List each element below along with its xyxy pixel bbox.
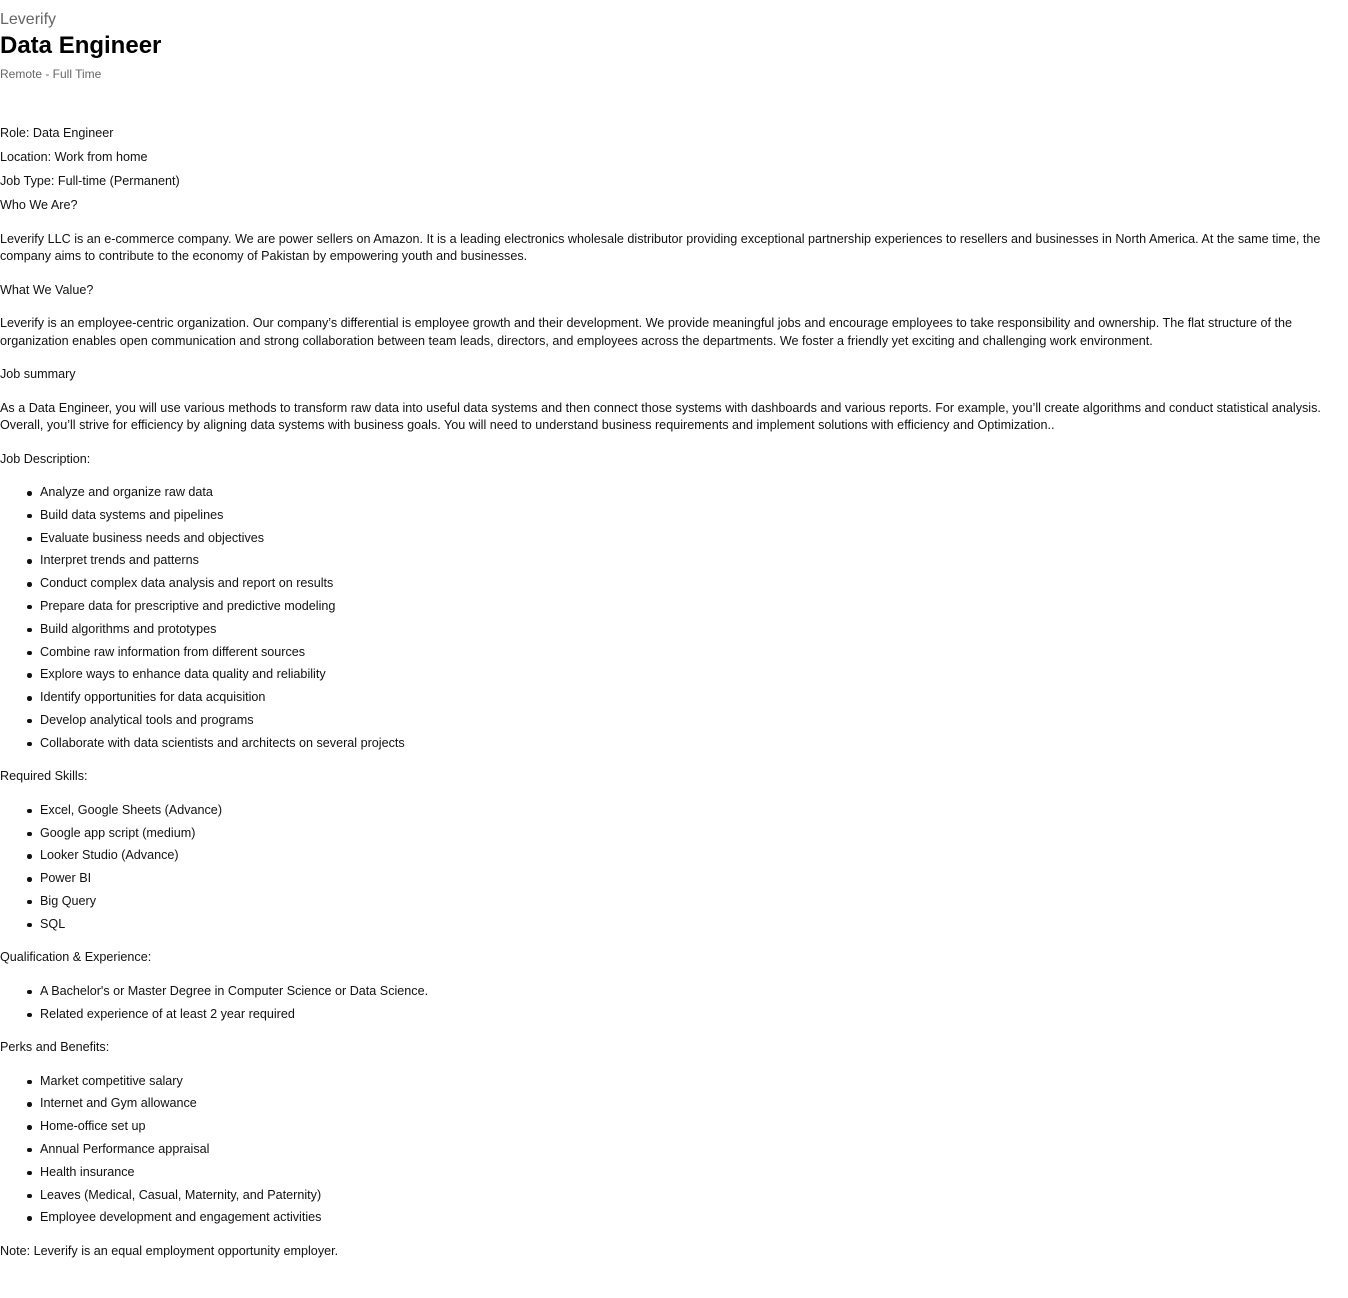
job-summary-heading: Job summary: [0, 367, 76, 381]
bullet-dot-icon: [27, 1194, 32, 1199]
list-item: [40, 802, 1340, 820]
list-item: [40, 530, 1340, 548]
list-item-text: Internet and Gym allowance: [40, 1096, 197, 1111]
list-item-text: Identify opportunities for data acquisition: [40, 690, 266, 705]
list-item-text: Develop analytical tools and programs: [40, 712, 254, 727]
job-description-body: [0, 125, 1340, 1260]
list-item: [40, 735, 1340, 753]
bullet-dot-icon: [27, 559, 32, 564]
bullet-dot-icon: [27, 1148, 32, 1153]
list-item-text: Employee development and engagement activities: [40, 1210, 322, 1225]
role-line: Role: Data Engineer: [0, 126, 114, 140]
list-item: [40, 598, 1340, 616]
list-item-text: A Bachelor's or Master Degree in Computer Science or Data Science.: [40, 983, 429, 998]
list-item-text: Market competitive salary: [40, 1073, 183, 1088]
list-item-text: Explore ways to enhance data quality and reliability: [40, 667, 326, 682]
job-type-line: Job Type: Full-time (Permanent): [0, 174, 180, 188]
list-item: [40, 712, 1340, 730]
bullet-dot-icon: [27, 1102, 32, 1107]
list-item: [40, 916, 1340, 934]
bullet-dot-icon: [27, 832, 32, 837]
list-item-text: Excel, Google Sheets (Advance): [40, 802, 223, 817]
list-item: [40, 1095, 1340, 1113]
bullet-dot-icon: [27, 1080, 32, 1085]
list-item-text: SQL: [40, 916, 66, 931]
job-description-list: [0, 484, 1340, 752]
list-item-text: Big Query: [40, 893, 96, 908]
bullet-dot-icon: [27, 809, 32, 814]
job-title: Data Engineer: [0, 32, 162, 59]
list-item: [40, 1073, 1340, 1091]
list-item: [40, 507, 1340, 525]
list-item-text: Google app script (medium): [40, 825, 196, 840]
bullet-dot-icon: [27, 877, 32, 882]
list-item: [40, 1118, 1340, 1136]
list-item-text: Collaborate with data scientists and architects on several projects: [40, 735, 405, 750]
list-item: [40, 1006, 1340, 1024]
required-skills-heading: Required Skills:: [0, 769, 88, 784]
job-summary-text: As a Data Engineer, you will use various methods to transform raw data into useful data systems and then connect those systems with dashboards and various reports. For example, you’ll create algorithms and conduct statistical analysis. Overall, you’ll strive for efficiency by aligning data systems with business goals. You will need to understand business requirements and implement solutions with efficiency and Optimization..: [0, 400, 1321, 432]
list-item-text: Power BI: [40, 871, 92, 886]
list-item-text: Evaluate business needs and objectives: [40, 530, 265, 545]
bullet-dot-icon: [27, 900, 32, 905]
list-item: [40, 847, 1340, 865]
bullet-dot-icon: [27, 923, 32, 928]
list-item: [40, 552, 1340, 570]
what-we-value-heading: What We Value?: [0, 282, 94, 297]
bullet-dot-icon: [27, 651, 32, 656]
list-item: [40, 621, 1340, 639]
list-item: [40, 870, 1340, 888]
bullet-dot-icon: [27, 719, 32, 724]
bullet-dot-icon: [27, 491, 32, 496]
bullet-dot-icon: [27, 628, 32, 633]
bullet-dot-icon: [27, 1125, 32, 1130]
list-item-text: Home-office set up: [40, 1119, 146, 1134]
perks-heading: Perks and Benefits:: [0, 1040, 110, 1055]
bullet-dot-icon: [27, 673, 32, 678]
list-item-text: Leaves (Medical, Casual, Maternity, and Paternity): [40, 1187, 322, 1202]
what-we-value-text: Leverify is an employee-centric organization. Our company’s differential is employee growth and their development. We provide meaningful jobs and encourage employees to take responsibility and ownership. The flat structure of the organization enables open communication and strong collaboration between team leads, directors, and employees across the departments. We foster a friendly yet exciting and challenging work environment.: [0, 316, 1293, 348]
bullet-dot-icon: [27, 990, 32, 995]
required-skills-list: [0, 802, 1340, 933]
qualification-list: [0, 983, 1340, 1023]
list-item-text: Combine raw information from different sources: [40, 644, 306, 659]
list-item-text: Prepare data for prescriptive and predictive modeling: [40, 598, 336, 613]
list-item-text: Health insurance: [40, 1164, 135, 1179]
company-name: Leverify: [0, 11, 57, 28]
bullet-dot-icon: [27, 854, 32, 859]
equal-opportunity-note: Note: Leverify is an equal employment opportunity employer.: [0, 1243, 339, 1258]
location-line: Location: Work from home: [0, 150, 148, 164]
list-item: [40, 666, 1340, 684]
list-item: [40, 1141, 1340, 1159]
list-item-text: Build data systems and pipelines: [40, 507, 224, 522]
list-item: [40, 575, 1340, 593]
list-item-text: Annual Performance appraisal: [40, 1141, 210, 1156]
bullet-dot-icon: [27, 1013, 32, 1018]
list-item: [40, 983, 1340, 1001]
list-item: [40, 644, 1340, 662]
job-description-heading: Job Description:: [0, 451, 91, 466]
list-item: [40, 689, 1340, 707]
job-location-type: Remote - Full Time: [0, 67, 102, 81]
list-item-text: Related experience of at least 2 year required: [40, 1006, 295, 1021]
bullet-dot-icon: [27, 1216, 32, 1221]
perks-list: [0, 1073, 1340, 1227]
list-item: [40, 825, 1340, 843]
qualification-heading: Qualification & Experience:: [0, 950, 152, 965]
list-item: [40, 1187, 1340, 1205]
list-item: [40, 893, 1340, 911]
bullet-dot-icon: [27, 696, 32, 701]
list-item: [40, 484, 1340, 502]
bullet-dot-icon: [27, 742, 32, 747]
who-we-are-text: Leverify LLC is an e-commerce company. We are power sellers on Amazon. It is a leading electronics wholesale distributor providing exceptional partnership experiences to resellers and businesses in North America. At the same time, the company aims to contribute to the economy of Pakistan by empowering youth and businesses.: [0, 231, 1321, 263]
bullet-dot-icon: [27, 537, 32, 542]
list-item: [40, 1164, 1340, 1182]
list-item-text: Build algorithms and prototypes: [40, 621, 217, 636]
list-item-text: Conduct complex data analysis and report on results: [40, 576, 334, 591]
job-header: [0, 10, 161, 82]
bullet-dot-icon: [27, 582, 32, 587]
list-item-text: Analyze and organize raw data: [40, 485, 213, 499]
list-item-text: Looker Studio (Advance): [40, 848, 179, 863]
bullet-dot-icon: [27, 605, 32, 610]
list-item-text: Interpret trends and patterns: [40, 553, 199, 568]
list-item: [40, 1209, 1340, 1227]
who-we-are-heading: Who We Are?: [0, 198, 78, 212]
bullet-dot-icon: [27, 514, 32, 519]
bullet-dot-icon: [27, 1171, 32, 1176]
